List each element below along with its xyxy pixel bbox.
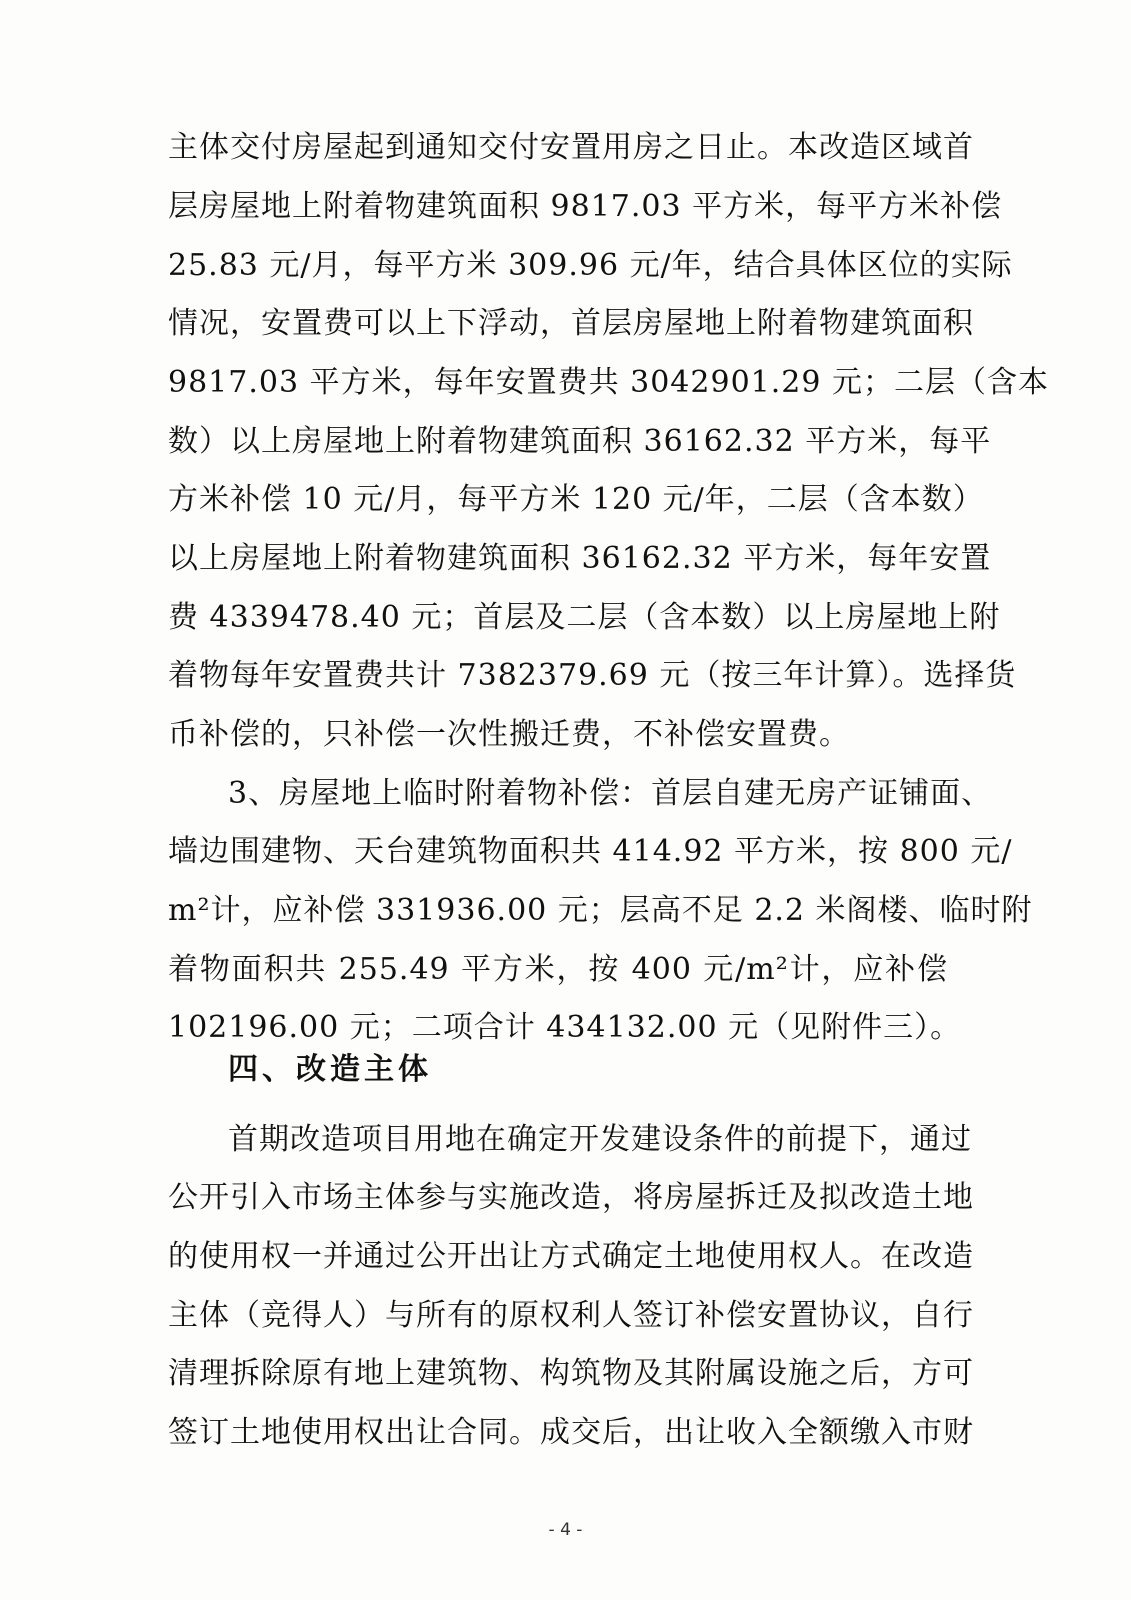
text-line: 墙边围建物、天台建筑物面积共 414.92 平方米，按 800 元/ xyxy=(168,834,1013,869)
text-line: 首期改造项目用地在确定开发建设条件的前提下，通过 xyxy=(228,1122,972,1157)
text-line: 情况，安置费可以上下浮动，首层房屋地上附着物建筑面积 xyxy=(168,306,974,341)
text-line: 层房屋地上附着物建筑面积 9817.03 平方米，每平方米补偿 xyxy=(168,189,1003,224)
text-line: 币补偿的，只补偿一次性搬迁费，不补偿安置费。 xyxy=(168,717,850,752)
text-line: 清理拆除原有地上建筑物、构筑物及其附属设施之后，方可 xyxy=(168,1356,974,1391)
text-line: 着物每年安置费共计 7382379.69 元（按三年计算）。选择货 xyxy=(168,658,1017,693)
text-line: m²计，应补偿 331936.00 元；层高不足 2.2 米阁楼、临时附 xyxy=(168,893,1033,928)
page-number: - 4 - xyxy=(548,1520,583,1540)
text-line: 着物面积共 255.49 平方米，按 400 元/m²计，应补偿 xyxy=(168,952,948,987)
text-line: 公开引入市场主体参与实施改造，将房屋拆迁及拟改造土地 xyxy=(168,1180,974,1215)
text-line: 费 4339478.40 元；首层及二层（含本数）以上房屋地上附 xyxy=(168,600,1001,635)
text-line: 以上房屋地上附着物建筑面积 36162.32 平方米，每年安置 xyxy=(168,541,992,576)
text-line: 主体（竞得人）与所有的原权利人签订补偿安置协议，自行 xyxy=(168,1298,974,1333)
text-line: 主体交付房屋起到通知交付安置用房之日止。本改造区域首 xyxy=(168,130,974,165)
text-line: 的使用权一并通过公开出让方式确定土地使用权人。在改造 xyxy=(168,1239,974,1274)
text-line: 102196.00 元；二项合计 434132.00 元（见附件三）。 xyxy=(168,1010,962,1045)
text-line: 方米补偿 10 元/月，每平方米 120 元/年，二层（含本数） xyxy=(168,482,984,517)
text-line: 签订土地使用权出让合同。成交后，出让收入全额缴入市财 xyxy=(168,1415,974,1450)
text-line: 9817.03 平方米，每年安置费共 3042901.29 元；二层（含本 xyxy=(168,365,1049,400)
text-line: 3、房屋地上临时附着物补偿：首层自建无房产证铺面、 xyxy=(228,776,993,811)
section-heading: 四、改造主体 xyxy=(228,1052,432,1087)
text-line: 数）以上房屋地上附着物建筑面积 36162.32 平方米，每平 xyxy=(168,424,992,459)
text-line: 25.83 元/月，每平方米 309.96 元/年，结合具体区位的实际 xyxy=(168,248,1013,283)
